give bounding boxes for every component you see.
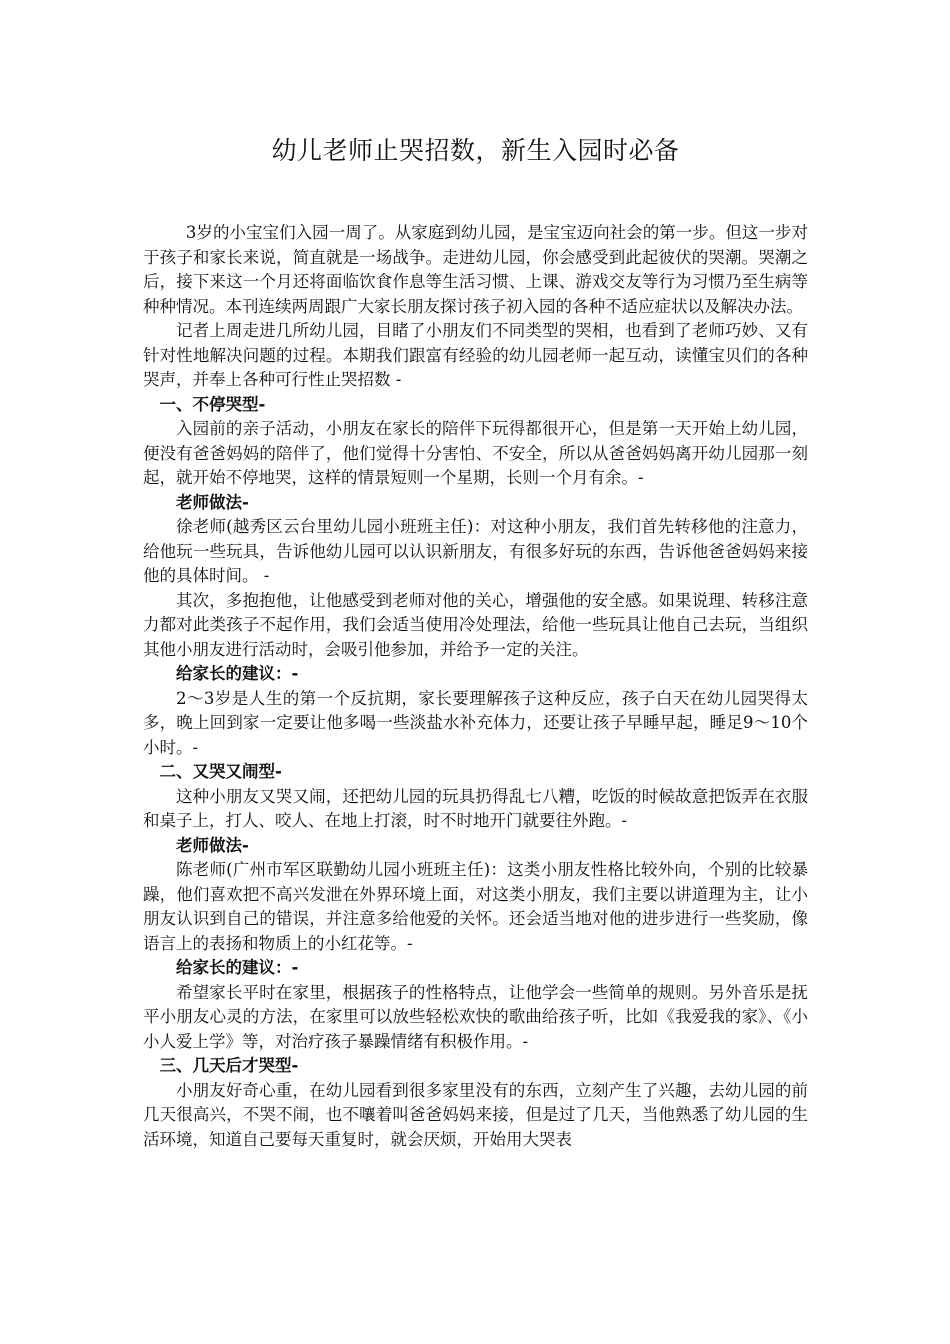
section-heading: 三、几天后才哭型-: [159, 1056, 299, 1075]
body-paragraph: 这种小朋友又哭又闹，还把幼儿园的玩具扔得乱七八糟，吃饭的时候故意把饭弄在衣服和桌子上，打人、咬人、在地上打滚，时不时地开门就要往外跑。-: [143, 786, 808, 830]
intro-paragraph: 3岁的小宝宝们入园一周了。从家庭到幼儿园，是宝宝迈向社会的第一步。但这一步对于孩子和家长来说，简直就是一场战争。走进幼儿园，你会感受到此起彼伏的哭潮。哭潮之后，接下来这一个月还将面临饮食作息等生活习惯、上课、游戏交友等行为习惯乃至生病等种种情况。本刊连续两周跟广大家长朋友探讨孩子初入园的各种不适应症状以及解决办法。: [143, 223, 808, 316]
body-paragraph: 小朋友好奇心重，在幼儿园看到很多家里没有的东西，立刻产生了兴趣，去幼儿园的前几天很高兴，不哭不闹，也不嚷着叫爸爸妈妈来接，但是过了几天，当他熟悉了幼儿园的生活环境，知道自己要每天重复时，就会厌烦，开始用大哭表: [143, 1080, 808, 1149]
body-paragraph: 希望家长平时在家里，根据孩子的性格特点，让他学会一些简单的规则。另外音乐是抚平小朋友心灵的方法，在家里可以放些轻松欢快的歌曲给孩子听，比如《我爱我的家》、《小小人爱上学》等，对治疗孩子暴躁情绪有积极作用。-: [143, 982, 808, 1051]
subsection-heading: 老师做法-: [176, 835, 249, 855]
body-paragraph: 陈老师(广州市军区联勤幼儿园小班班主任)：这类小朋友性格比较外向，个别的比较暴躁，他们喜欢把不高兴发泄在外界环境上面，对这类小朋友，我们主要以讲道理为主，让小朋友认识到自己的错误，并注意多给他爱的关怀。还会适当地对他的进步进行一些奖励，像语言上的表扬和物质上的小红花等。-: [143, 860, 808, 953]
body-paragraph: 徐老师(越秀区云台里幼儿园小班班主任)：对这种小朋友，我们首先转移他的注意力，给他玩一些玩具，告诉他幼儿园可以认识新朋友，有很多好玩的东西，告诉他爸爸妈妈来接他的具体时间。 -: [143, 517, 808, 585]
document-title: 幼儿老师止哭招数，新生入园时必备: [271, 136, 680, 165]
body-paragraph: 入园前的亲子活动，小朋友在家长的陪伴下玩得都很开心，但是第一天开始上幼儿园，便没有爸爸妈妈的陪伴了，他们觉得十分害怕、不安全，所以从爸爸妈妈离开幼儿园那一刻起，就开始不停地哭，这样的情景短则一个星期，长则一个月有余。-: [143, 419, 808, 487]
section-heading: 二、又哭又闹型-: [159, 762, 282, 781]
body-paragraph: 记者上周走进几所幼儿园，目睹了小朋友们不同类型的哭相，也看到了老师巧妙、又有针对性地解决问题的过程。本期我们跟富有经验的幼儿园老师一起互动，读懂宝贝们的各种哭声，并奉上各种可行性止哭招数 -: [143, 321, 808, 389]
body-paragraph: 2～3岁是人生的第一个反抗期，家长要理解孩子这种反应，孩子白天在幼儿园哭得太多，晚上回到家一定要让他多喝一些淡盐水补充体力，还要让孩子早睡早起，睡足9～10个小时。-: [143, 688, 808, 757]
subsection-heading: 老师做法-: [176, 492, 249, 512]
section-heading: 一、不停哭型-: [159, 394, 266, 414]
subsection-heading: 给家长的建议：-: [176, 664, 299, 683]
document-body: [143, 221, 808, 1152]
subsection-heading: 给家长的建议：-: [176, 958, 299, 977]
body-paragraph: 其次，多抱抱他，让他感受到老师对他的关心，增强他的安全感。如果说理、转移注意力都对此类孩子不起作用，我们会适当使用冷处理法，给他一些玩具让他自己去玩，当组织其他小朋友进行活动时，会吸引他参加，并给予一定的关注。: [143, 590, 808, 659]
